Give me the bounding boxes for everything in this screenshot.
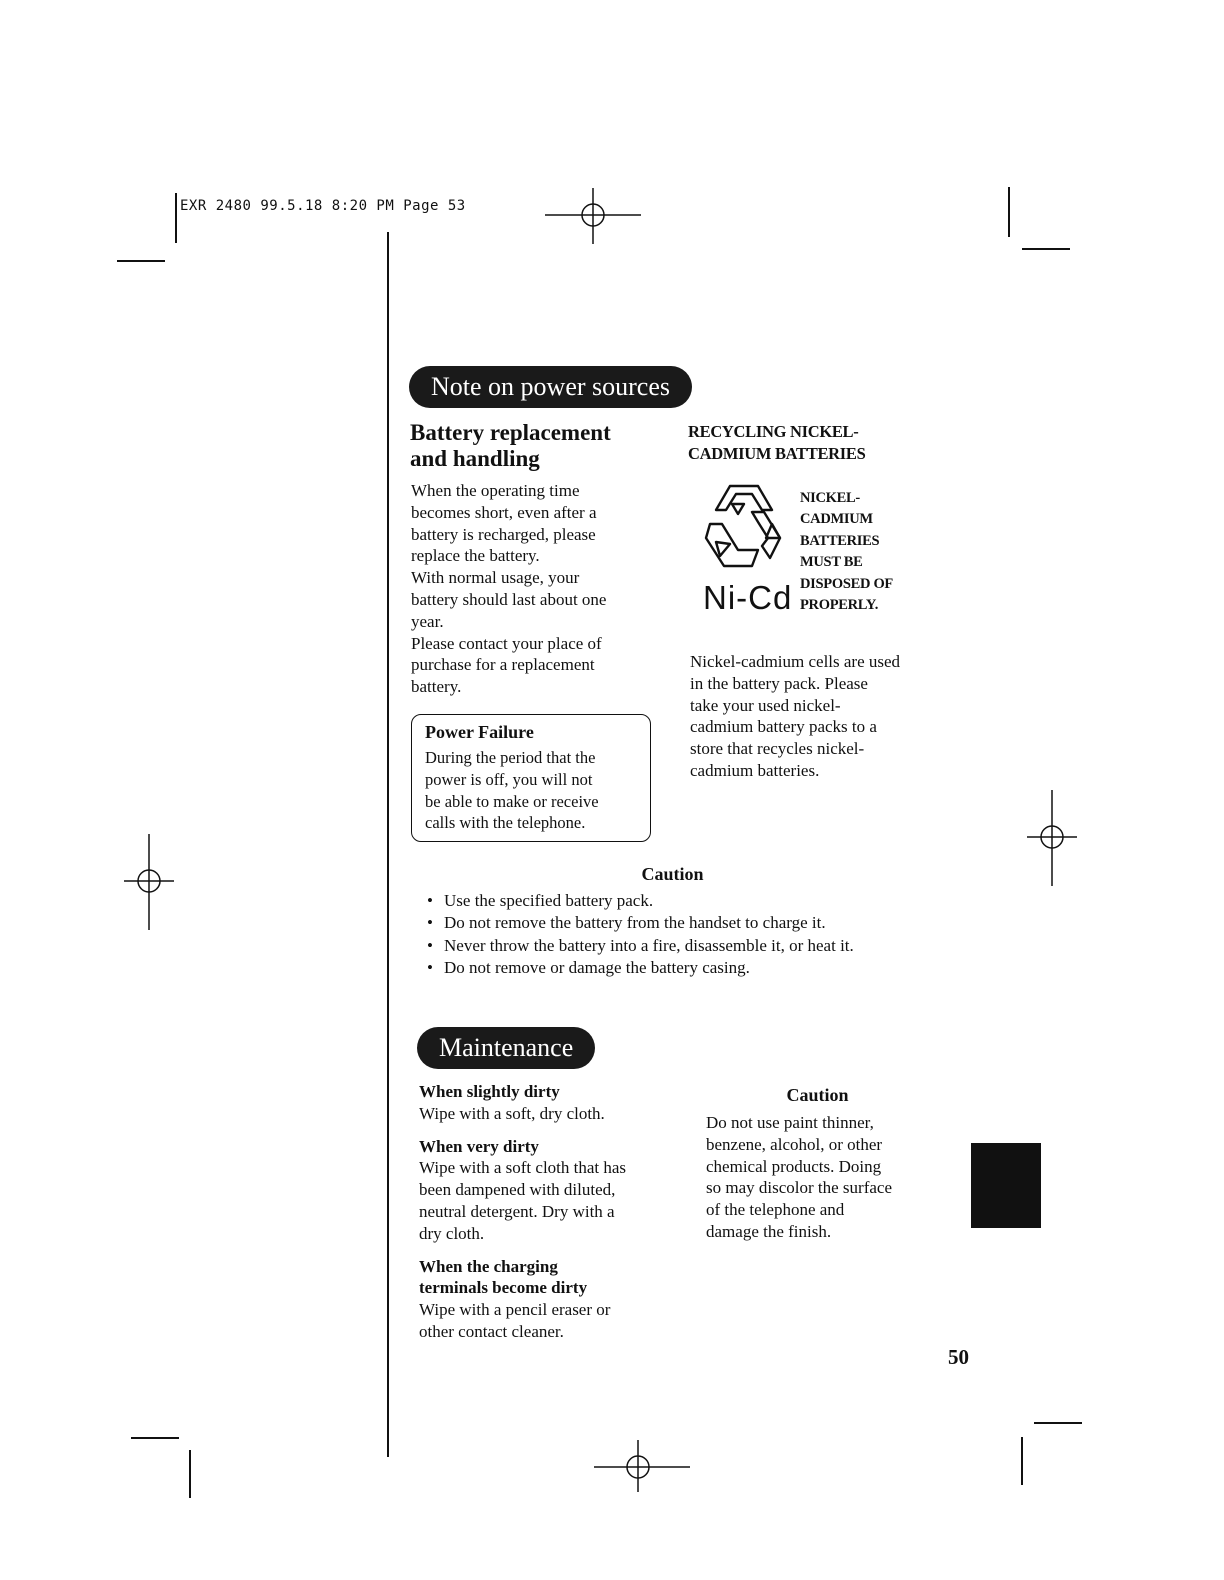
power-failure-title: Power Failure [425,722,534,742]
slightly-dirty-block: When slightly dirty Wipe with a soft, dry cloth. [419,1082,605,1123]
crop-mark [131,1437,179,1439]
registration-mark-top [545,188,641,244]
battery-heading: Battery replacement and handling [410,420,611,471]
crop-mark [1008,187,1010,237]
list-item: • Never throw the battery into a fire, disassemble it, or heat it. [427,935,947,957]
caution-list [427,890,947,979]
recycling-body: Nickel-cadmium cells are used in the battery pack. Please take your used nickel- cadmium battery packs to a store that recycles nickel- cadmium batteries. [690,652,901,780]
column-rule [387,232,389,1457]
terminals-dirty-block: When the charging terminals become dirty Wipe with a pencil eraser or other contact cleaner. [419,1256,611,1341]
list-item: • Do not remove or damage the battery casing. [427,957,947,979]
crop-mark [1022,248,1070,250]
crop-mark [189,1450,191,1498]
section-header-maintenance: Maintenance [417,1027,595,1069]
battery-body: When the operating time becomes short, even after a battery is recharged, please replace the battery. With normal usage, your battery should last about one year. Please contact your place of purchase for a replacement battery. [411,481,607,697]
power-failure-body: During the period that the power is off, you will not be able to make or receive calls with the telephone. [425,748,599,833]
registration-mark-right [1027,790,1077,886]
very-dirty-block: When very dirty Wipe with a soft cloth that has been dampened with diluted, neutral detergent. Dry with a dry cloth. [419,1136,627,1243]
page-number: 50 [948,1345,969,1369]
section-header-power-sources: Note on power sources [409,366,692,408]
maintenance-caution-title: Caution [786,1085,849,1105]
maintenance-instructions [419,1081,689,1354]
recycle-icon [696,480,792,572]
recycling-heading: RECYCLING NICKEL- CADMIUM BATTERIES [688,422,866,463]
list-item: • Do not remove the battery from the handset to charge it. [427,912,947,934]
maintenance-caution-body: Do not use paint thinner, benzene, alcohol, or other chemical products. Doing so may discolor the surface of the telephone and damage the finish. [706,1113,892,1241]
list-item: • Use the specified battery pack. [427,890,947,912]
crop-mark [117,260,165,262]
disposal-notice: NICKEL- CADMIUM BATTERIES MUST BE DISPOSED OF PROPERLY. [800,490,893,614]
print-slug: EXR 2480 99.5.18 8:20 PM Page 53 [180,198,466,214]
section-thumb-tab [971,1143,1041,1228]
power-failure-box [411,714,651,842]
registration-mark-bottom [594,1440,690,1492]
nicd-label: Ni-Cd [703,579,793,616]
crop-mark [175,193,177,243]
crop-mark [1034,1422,1082,1424]
crop-mark [1021,1437,1023,1485]
caution-title: Caution [641,864,704,884]
registration-mark-left [124,834,174,930]
